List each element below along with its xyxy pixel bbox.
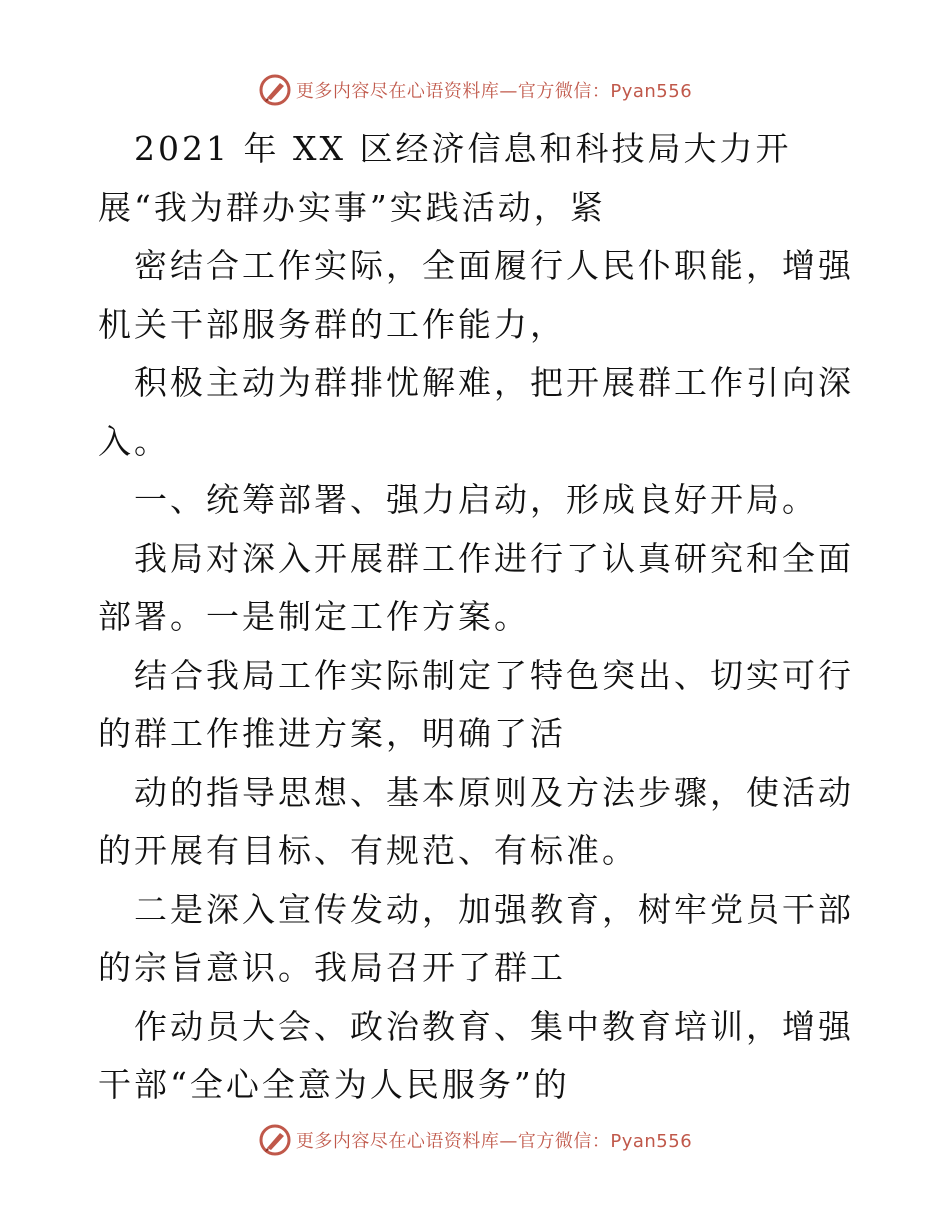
footer-watermark-banner bbox=[0, 1120, 950, 1160]
paragraph: 积极主动为群排忧解难，把开展群工作引向深入。 bbox=[98, 363, 854, 461]
header-watermark-banner bbox=[0, 70, 950, 110]
paragraph: 结合我局工作实际制定了特色突出、切实可行的群工作推进方案，明确了活 bbox=[98, 655, 854, 753]
document-body bbox=[98, 120, 858, 1115]
pen-logo-icon bbox=[258, 1123, 292, 1157]
section-heading: 一、统筹部署、强力启动，形成良好开局。 bbox=[134, 480, 818, 519]
paragraph: 我局对深入开展群工作进行了认真研究和全面部署。一是制定工作方案。 bbox=[98, 538, 854, 636]
paragraph: 作动员大会、政治教育、集中教育培训，增强干部“全心全意为人民服务”的 bbox=[98, 1006, 854, 1104]
paragraph: 密结合工作实际，全面履行人民仆职能，增强机关干部服务群的工作能力， bbox=[98, 246, 854, 344]
paragraph: 二是深入宣传发动，加强教育，树牢党员干部的宗旨意识。我局召开了群工 bbox=[98, 889, 854, 987]
paragraph: 动的指导思想、基本原则及方法步骤，使活动的开展有目标、有规范、有标准。 bbox=[98, 772, 854, 870]
paragraph: 2021 年 XX 区经济信息和科技局大力开展“我为群办实事”实践活动，紧 bbox=[98, 129, 792, 227]
watermark-text: 更多内容尽在心语资料库—官方微信：Pyan556 bbox=[295, 81, 693, 102]
watermark-text: 更多内容尽在心语资料库—官方微信：Pyan556 bbox=[295, 1131, 693, 1152]
pen-logo-icon bbox=[258, 73, 292, 107]
